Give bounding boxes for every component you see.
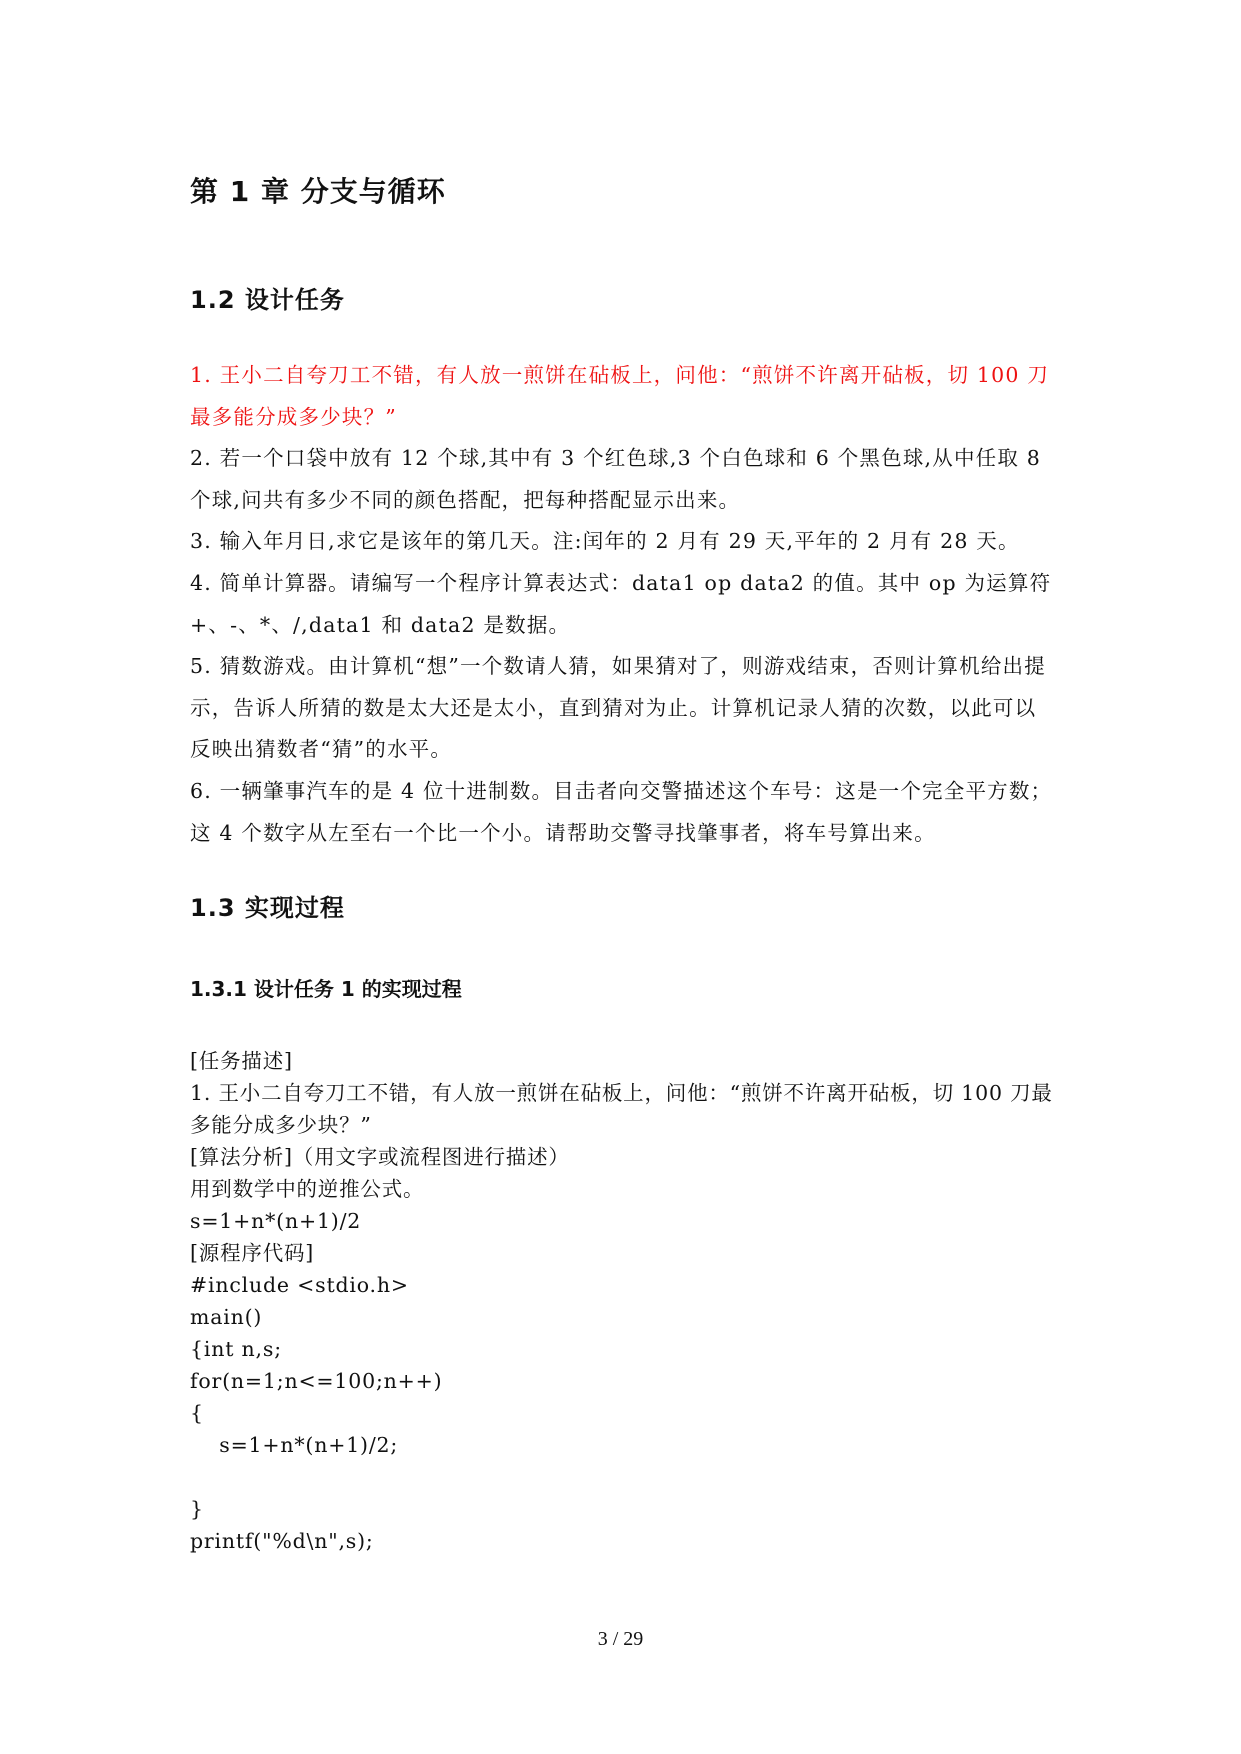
chapter-title: 第 1 章 分支与循环 (190, 175, 446, 208)
code-line: { (190, 1401, 204, 1425)
body-line: [算法分析]（用文字或流程图进行描述） (190, 1145, 570, 1169)
body-line: 1. 王小二自夸刀工不错，有人放一煎饼在砧板上，问他：“煎饼不许离开砧板，切 100 刀最多能分成多少块？” (190, 1081, 1053, 1137)
formula-line: s=1+n*(n+1)/2 (190, 1209, 362, 1233)
page-number: 3 / 29 (597, 1628, 644, 1650)
task-item-4: 4. 简单计算器。请编写一个程序计算表达式：data1 op data2 的值。其中 op 为运算符+、-、*、/,data1 和 data2 是数据。 (190, 570, 1052, 637)
task-item-1: 1. 王小二自夸刀工不错，有人放一煎饼在砧板上，问他：“煎饼不许离开砧板，切 100 刀最多能分成多少块？” (190, 363, 1050, 429)
code-line: for(n=1;n<=100;n++) (190, 1369, 443, 1393)
task-item-6: 6. 一辆肇事汽车的是 4 位十进制数。目击者向交警描述这个车号：这是一个完全平方数；这 4 个数字从左至右一个比一个小。请帮助交警寻找肇事者，将车号算出来。 (190, 778, 1053, 845)
code-line: s=1+n*(n+1)/2; (190, 1433, 399, 1457)
task-list (190, 355, 1055, 854)
task-item-2: 2. 若一个口袋中放有 12 个球,其中有 3 个红色球,3 个白色球和 6 个黑色球,从中任取 8 个球,问共有多少不同的颜色搭配，把每种搭配显示出来。 (190, 446, 1042, 512)
code-line (190, 1461, 1070, 1493)
code-line: #include <stdio.h> (190, 1273, 409, 1297)
section-heading-1-3: 1.3 实现过程 (190, 894, 345, 922)
section-heading-1-2: 1.2 设计任务 (190, 286, 345, 314)
code-line: main() (190, 1305, 263, 1329)
body-line: [任务描述] (190, 1049, 293, 1073)
task-1-implementation (190, 1045, 1070, 1557)
code-line: printf("%d\n",s); (190, 1529, 374, 1553)
code-line: {int n,s; (190, 1337, 282, 1361)
task-item-5: 5. 猜数游戏。由计算机“想”一个数请人猜，如果猜对了，则游戏结束，否则计算机给出提示，告诉人所猜的数是太大还是太小，直到猜对为止。计算机记录人猜的次数，以此可以反映出猜数者“猜”的水平。 (190, 654, 1046, 762)
body-line: 用到数学中的逆推公式。 (190, 1177, 425, 1201)
code-line: } (190, 1497, 204, 1521)
subsection-heading-1-3-1: 1.3.1 设计任务 1 的实现过程 (190, 977, 462, 1001)
body-line: [源程序代码] (190, 1241, 315, 1265)
task-item-3: 3. 输入年月日,求它是该年的第几天。注:闰年的 2 月有 29 天,平年的 2 月有 28 天。 (190, 529, 1020, 554)
